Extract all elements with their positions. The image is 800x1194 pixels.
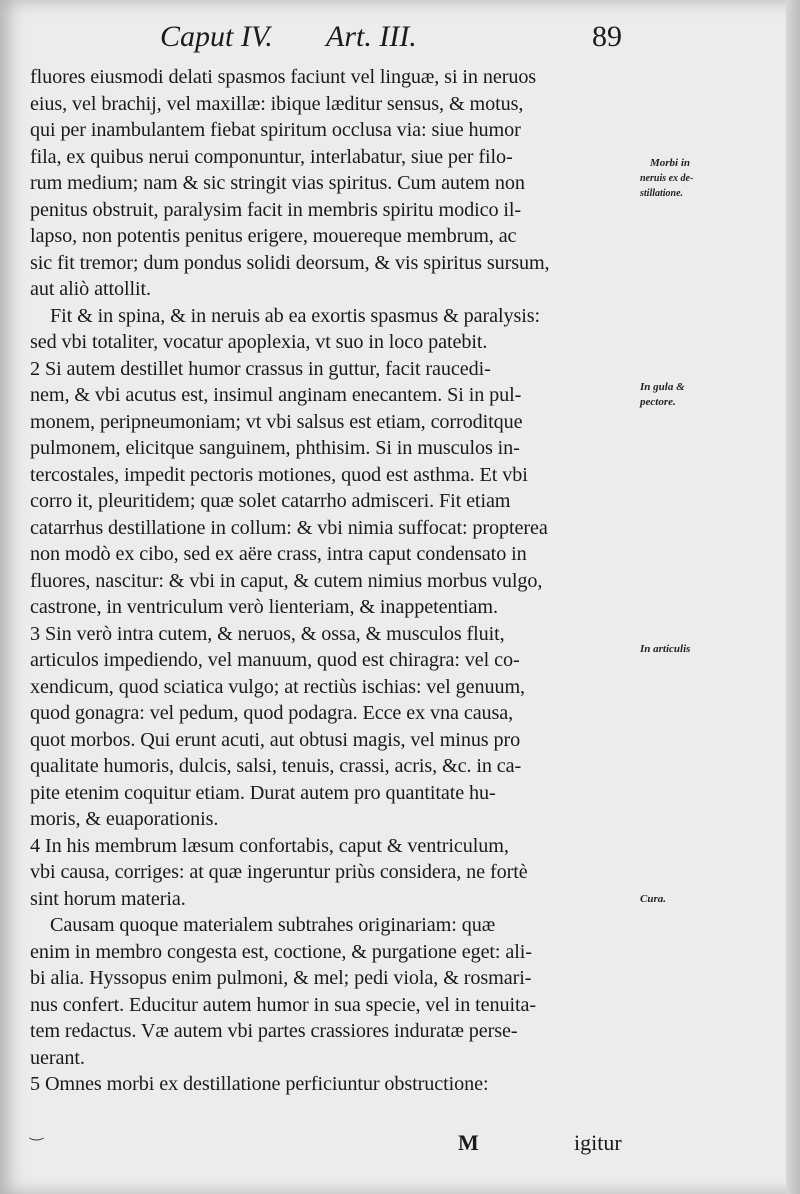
text-line: aut aliò attollit. [30, 278, 151, 300]
text-line: tercostales, impedit pectoris motiones, quod est asthma. Et vbi [30, 463, 528, 486]
text-line: penitus obstruit, paralysim facit in membris spiritu modico il- [30, 198, 522, 221]
text-line: quod gonagra: vel pedum, quod podagra. Ecce ex vna causa, [30, 702, 514, 724]
text-line: bi alia. Hyssopus enim pulmoni, & mel; pedi viola, & rosmari- [30, 967, 532, 989]
margin-note-articulis: In articulis [640, 643, 691, 655]
header-caput: Caput IV. [160, 20, 273, 53]
text-line: sint horum materia. [30, 887, 186, 910]
text-line: moris, & euaporationis. [30, 808, 219, 830]
text-line: 4 In his membrum læsum confortabis, caput & ventriculum, [30, 834, 509, 857]
text-line: 3 Sin verò intra cutem, & neruos, & ossa, & musculos fluit, [30, 622, 505, 645]
text-line: 2 Si autem destillet humor crassus in guttur, facit raucedi- [30, 357, 491, 380]
text-line: fila, ex quibus nerui componuntur, interlabatur, siue per filo- [30, 145, 513, 168]
body-text [30, 64, 630, 1098]
text-line: castrone, in ventriculum verò lienteriam, & inappetentiam. [30, 596, 498, 618]
text-line: vbi causa, corriges: at quæ ingeruntur priùs considera, ne fortè [30, 861, 528, 883]
text-line: nem, & vbi acutus est, insimul anginam enecantem. Si in pul- [30, 384, 522, 406]
running-header [160, 20, 640, 62]
text-line: sic fit tremor; dum pondus solidi deorsum, & vis spiritus sursum, [30, 251, 550, 274]
margin-note-gula: In gula & pectore. [640, 381, 685, 408]
text-line: eius, vel brachij, vel maxillæ: ibique læditur sensus, & motus, [30, 92, 524, 115]
margin-note-cura: Cura. [640, 893, 666, 905]
catchword: igitur [574, 1130, 622, 1155]
text-line: pulmonem, elicitque sanguinem, phthisim. Si in musculos in- [30, 437, 520, 459]
text-line: lapso, non potentis penitus erigere, mouereque membrum, ac [30, 225, 517, 247]
text-line: non modò ex cibo, sed ex aëre crass, intra caput condensato in [30, 543, 527, 565]
text-line: enim in membro congesta est, coctione, & purgatione eget: ali- [30, 940, 532, 963]
text-line: rum medium; nam & sic stringit vias spiritus. Cum autem non [30, 172, 525, 194]
text-line: 5 Omnes morbi ex destillatione perficiuntur obstructione: [30, 1073, 489, 1095]
ink-mark: ‿ [30, 1124, 43, 1141]
text-line: corro it, pleuritidem; quæ solet catarrho admisceri. Fit etiam [30, 490, 511, 512]
text-line: monem, peripneumoniam; vt vbi salsus est etiam, corroditque [30, 410, 523, 433]
text-line: Causam quoque materialem subtrahes originariam: quæ [50, 914, 496, 936]
text-line: Fit & in spina, & in neruis ab ea exortis spasmus & paralysis: [50, 304, 541, 327]
text-line: uerant. [30, 1046, 85, 1069]
text-line: articulos impediendo, vel manuum, quod est chiragra: vel co- [30, 649, 520, 671]
text-line: fluores eiusmodi delati spasmos faciunt vel linguæ, si in neruos [30, 66, 537, 88]
page-number: 89 [592, 20, 622, 53]
page-edge [786, 0, 800, 1194]
text-line: xendicum, quod sciatica vulgo; at rectiùs ischias: vel genuum, [30, 675, 525, 698]
text-line: pite etenim coquitur etiam. Durat autem pro quantitate hu- [30, 781, 496, 804]
text-line: nus confert. Educitur autem humor in sua specie, vel in tenuita- [30, 993, 536, 1016]
text-line: qui per inambulantem fiebat spiritum occlusa via: siue humor [30, 119, 521, 141]
margin-note-morbi: Morbi in neruis ex de- stillatione. [640, 157, 694, 199]
text-line: quot morbos. Qui erunt acuti, aut obtusi magis, vel minus pro [30, 728, 521, 751]
text-line: sed vbi totaliter, vocatur apoplexia, vt suo in loco patebit. [30, 331, 488, 353]
text-line: tem redactus. Væ autem vbi partes crassiores induratæ perse- [30, 1020, 518, 1042]
header-article: Art. III. [326, 20, 417, 53]
text-line: fluores, nascitur: & vbi in caput, & cutem nimius morbus vulgo, [30, 569, 543, 592]
signature-mark: M [458, 1130, 479, 1155]
text-line: qualitate humoris, dulcis, salsi, tenuis, crassi, acris, &c. in ca- [30, 755, 522, 777]
text-line: catarrhus destillatione in collum: & vbi nimia suffocat: propterea [30, 516, 548, 539]
